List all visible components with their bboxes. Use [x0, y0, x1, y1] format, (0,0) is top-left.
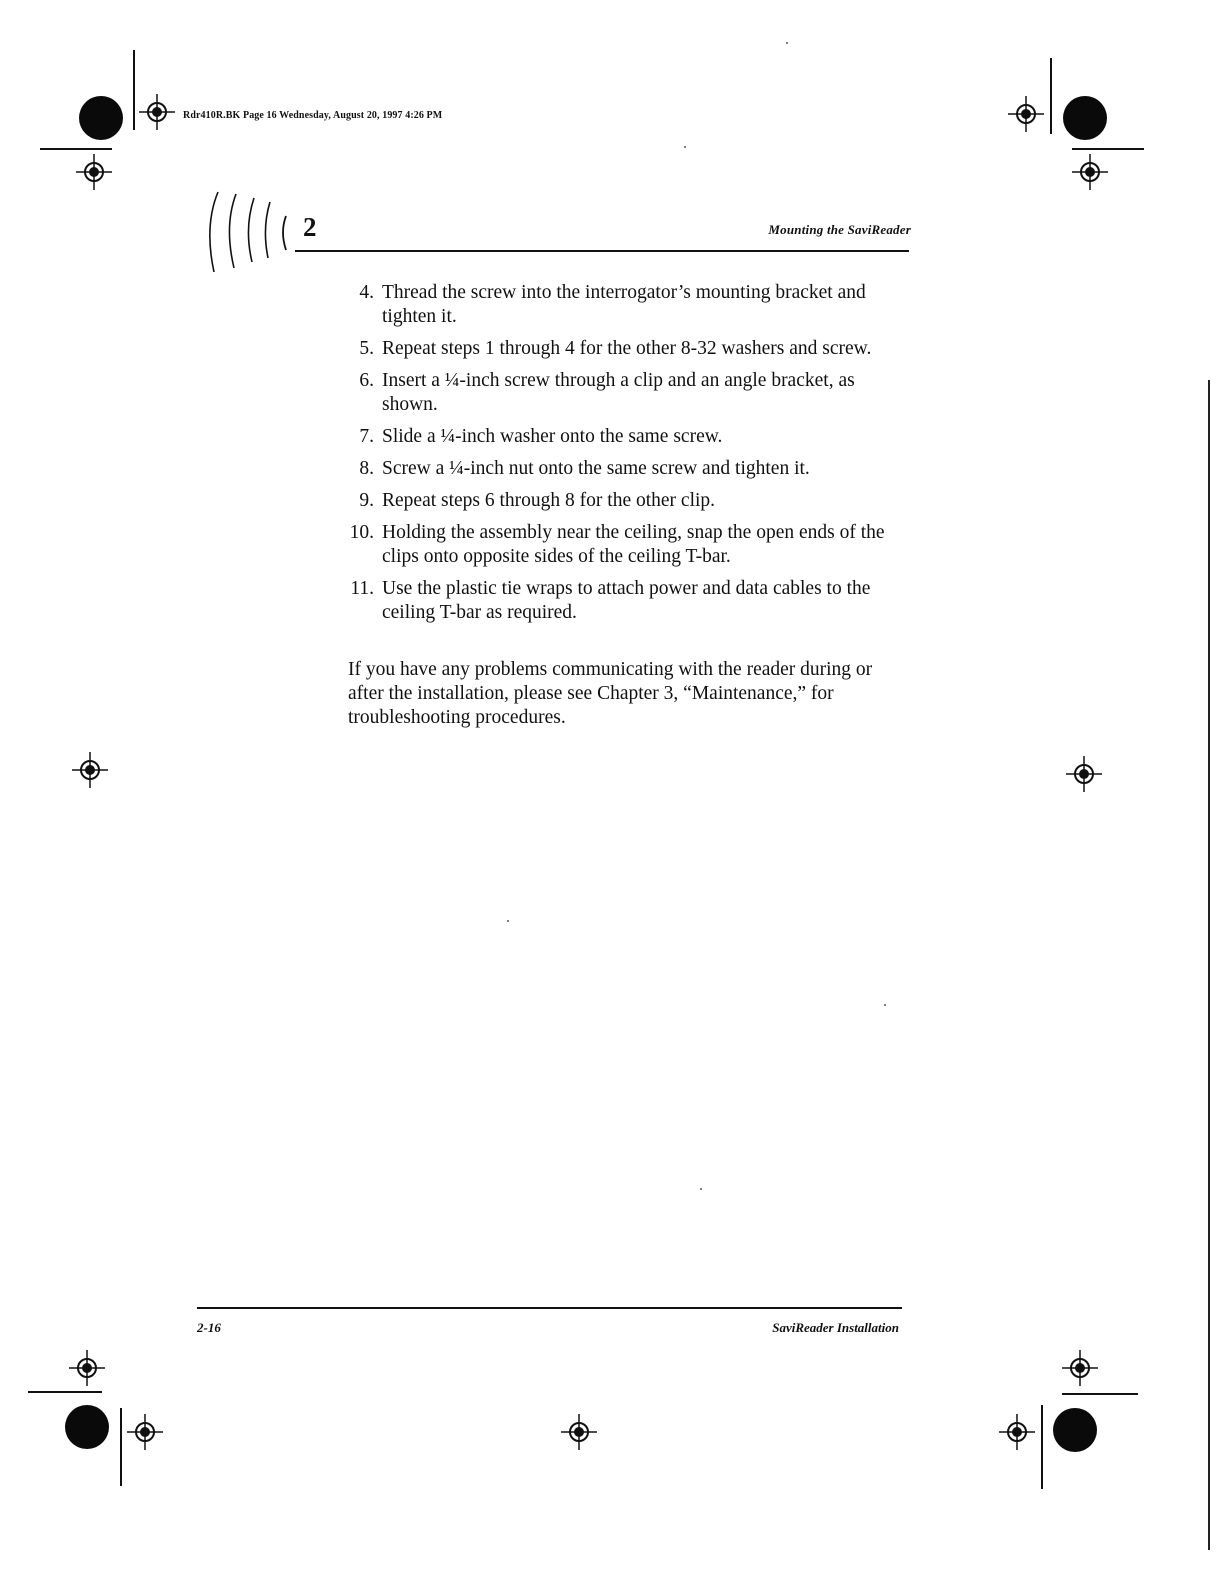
registration-mark-icon	[999, 1414, 1035, 1450]
black-dot-icon	[1063, 96, 1107, 140]
running-footer-title: SaviReader Installation	[772, 1320, 899, 1335]
registration-mark-icon	[72, 752, 108, 788]
running-header-title: Mounting the SaviReader	[768, 222, 911, 237]
step-text: Insert a ¼-inch screw through a clip and an angle bracket, as shown.	[382, 370, 855, 415]
step-text: Repeat steps 6 through 8 for the other clip.	[382, 490, 716, 511]
scan-speck	[884, 1004, 886, 1006]
crop-line	[120, 1408, 122, 1486]
file-slug: Rdr410R.BK Page 16 Wednesday, August 20, 1997 4:26 PM	[183, 110, 443, 121]
scan-speck	[786, 42, 788, 44]
registration-mark-icon	[1008, 96, 1044, 132]
step-text: Holding the assembly near the ceiling, snap the open ends of the clips onto opposite sides of the ceiling T-bar.	[382, 522, 885, 567]
crop-line	[133, 50, 135, 130]
step-text: Screw a ¼-inch nut onto the same screw and tighten it.	[382, 458, 810, 479]
crop-line	[1041, 1405, 1043, 1489]
registration-mark-icon	[561, 1414, 597, 1450]
instruction-steps	[340, 281, 910, 633]
crop-line	[40, 148, 112, 150]
step-text: Slide a ¼-inch washer onto the same screw.	[382, 426, 723, 447]
header-rule	[295, 250, 909, 252]
crop-line	[28, 1391, 102, 1393]
step-number: 4.	[359, 282, 374, 303]
footer-rule	[197, 1307, 902, 1309]
list-item	[340, 577, 910, 625]
scan-speck	[507, 920, 509, 922]
list-item	[340, 457, 910, 481]
registration-mark-icon	[1072, 154, 1108, 190]
step-text: Use the plastic tie wraps to attach power and data cables to the ceiling T-bar as required.	[382, 578, 871, 623]
black-dot-icon	[65, 1405, 109, 1449]
page-number: 2-16	[197, 1320, 221, 1335]
registration-mark-icon	[139, 94, 175, 130]
step-number: 8.	[359, 458, 374, 479]
crop-line	[1062, 1393, 1138, 1395]
crop-line	[1050, 58, 1052, 134]
scan-edge-line	[1208, 380, 1210, 1550]
registration-mark-icon	[69, 1350, 105, 1386]
chapter-number: 2	[303, 212, 317, 242]
troubleshooting-note: If you have any problems communicating with the reader during or after the installation, please see Chapter 3, “Maintenance,” for troubleshooting procedures.	[348, 659, 873, 728]
registration-mark-icon	[127, 1414, 163, 1450]
list-item	[340, 369, 910, 417]
step-number: 11.	[350, 578, 374, 599]
list-item	[340, 425, 910, 449]
step-number: 6.	[359, 370, 374, 391]
step-text: Repeat steps 1 through 4 for the other 8-32 washers and screw.	[382, 338, 872, 359]
step-number: 9.	[359, 490, 374, 511]
step-number: 10.	[349, 522, 374, 543]
step-number: 7.	[359, 426, 374, 447]
step-number: 5.	[359, 338, 374, 359]
chapter-tab-arcs-icon	[200, 186, 300, 278]
black-dot-icon	[79, 96, 123, 140]
black-dot-icon	[1053, 1408, 1097, 1452]
scan-speck	[700, 1188, 702, 1190]
registration-mark-icon	[1062, 1350, 1098, 1386]
list-item	[340, 521, 910, 569]
scan-speck	[684, 146, 686, 148]
list-item	[340, 489, 910, 513]
crop-line	[1072, 148, 1144, 150]
registration-mark-icon	[1066, 756, 1102, 792]
registration-mark-icon	[76, 154, 112, 190]
step-text: Thread the screw into the interrogator’s mounting bracket and tighten it.	[382, 282, 866, 327]
list-item	[340, 337, 910, 361]
list-item	[340, 281, 910, 329]
